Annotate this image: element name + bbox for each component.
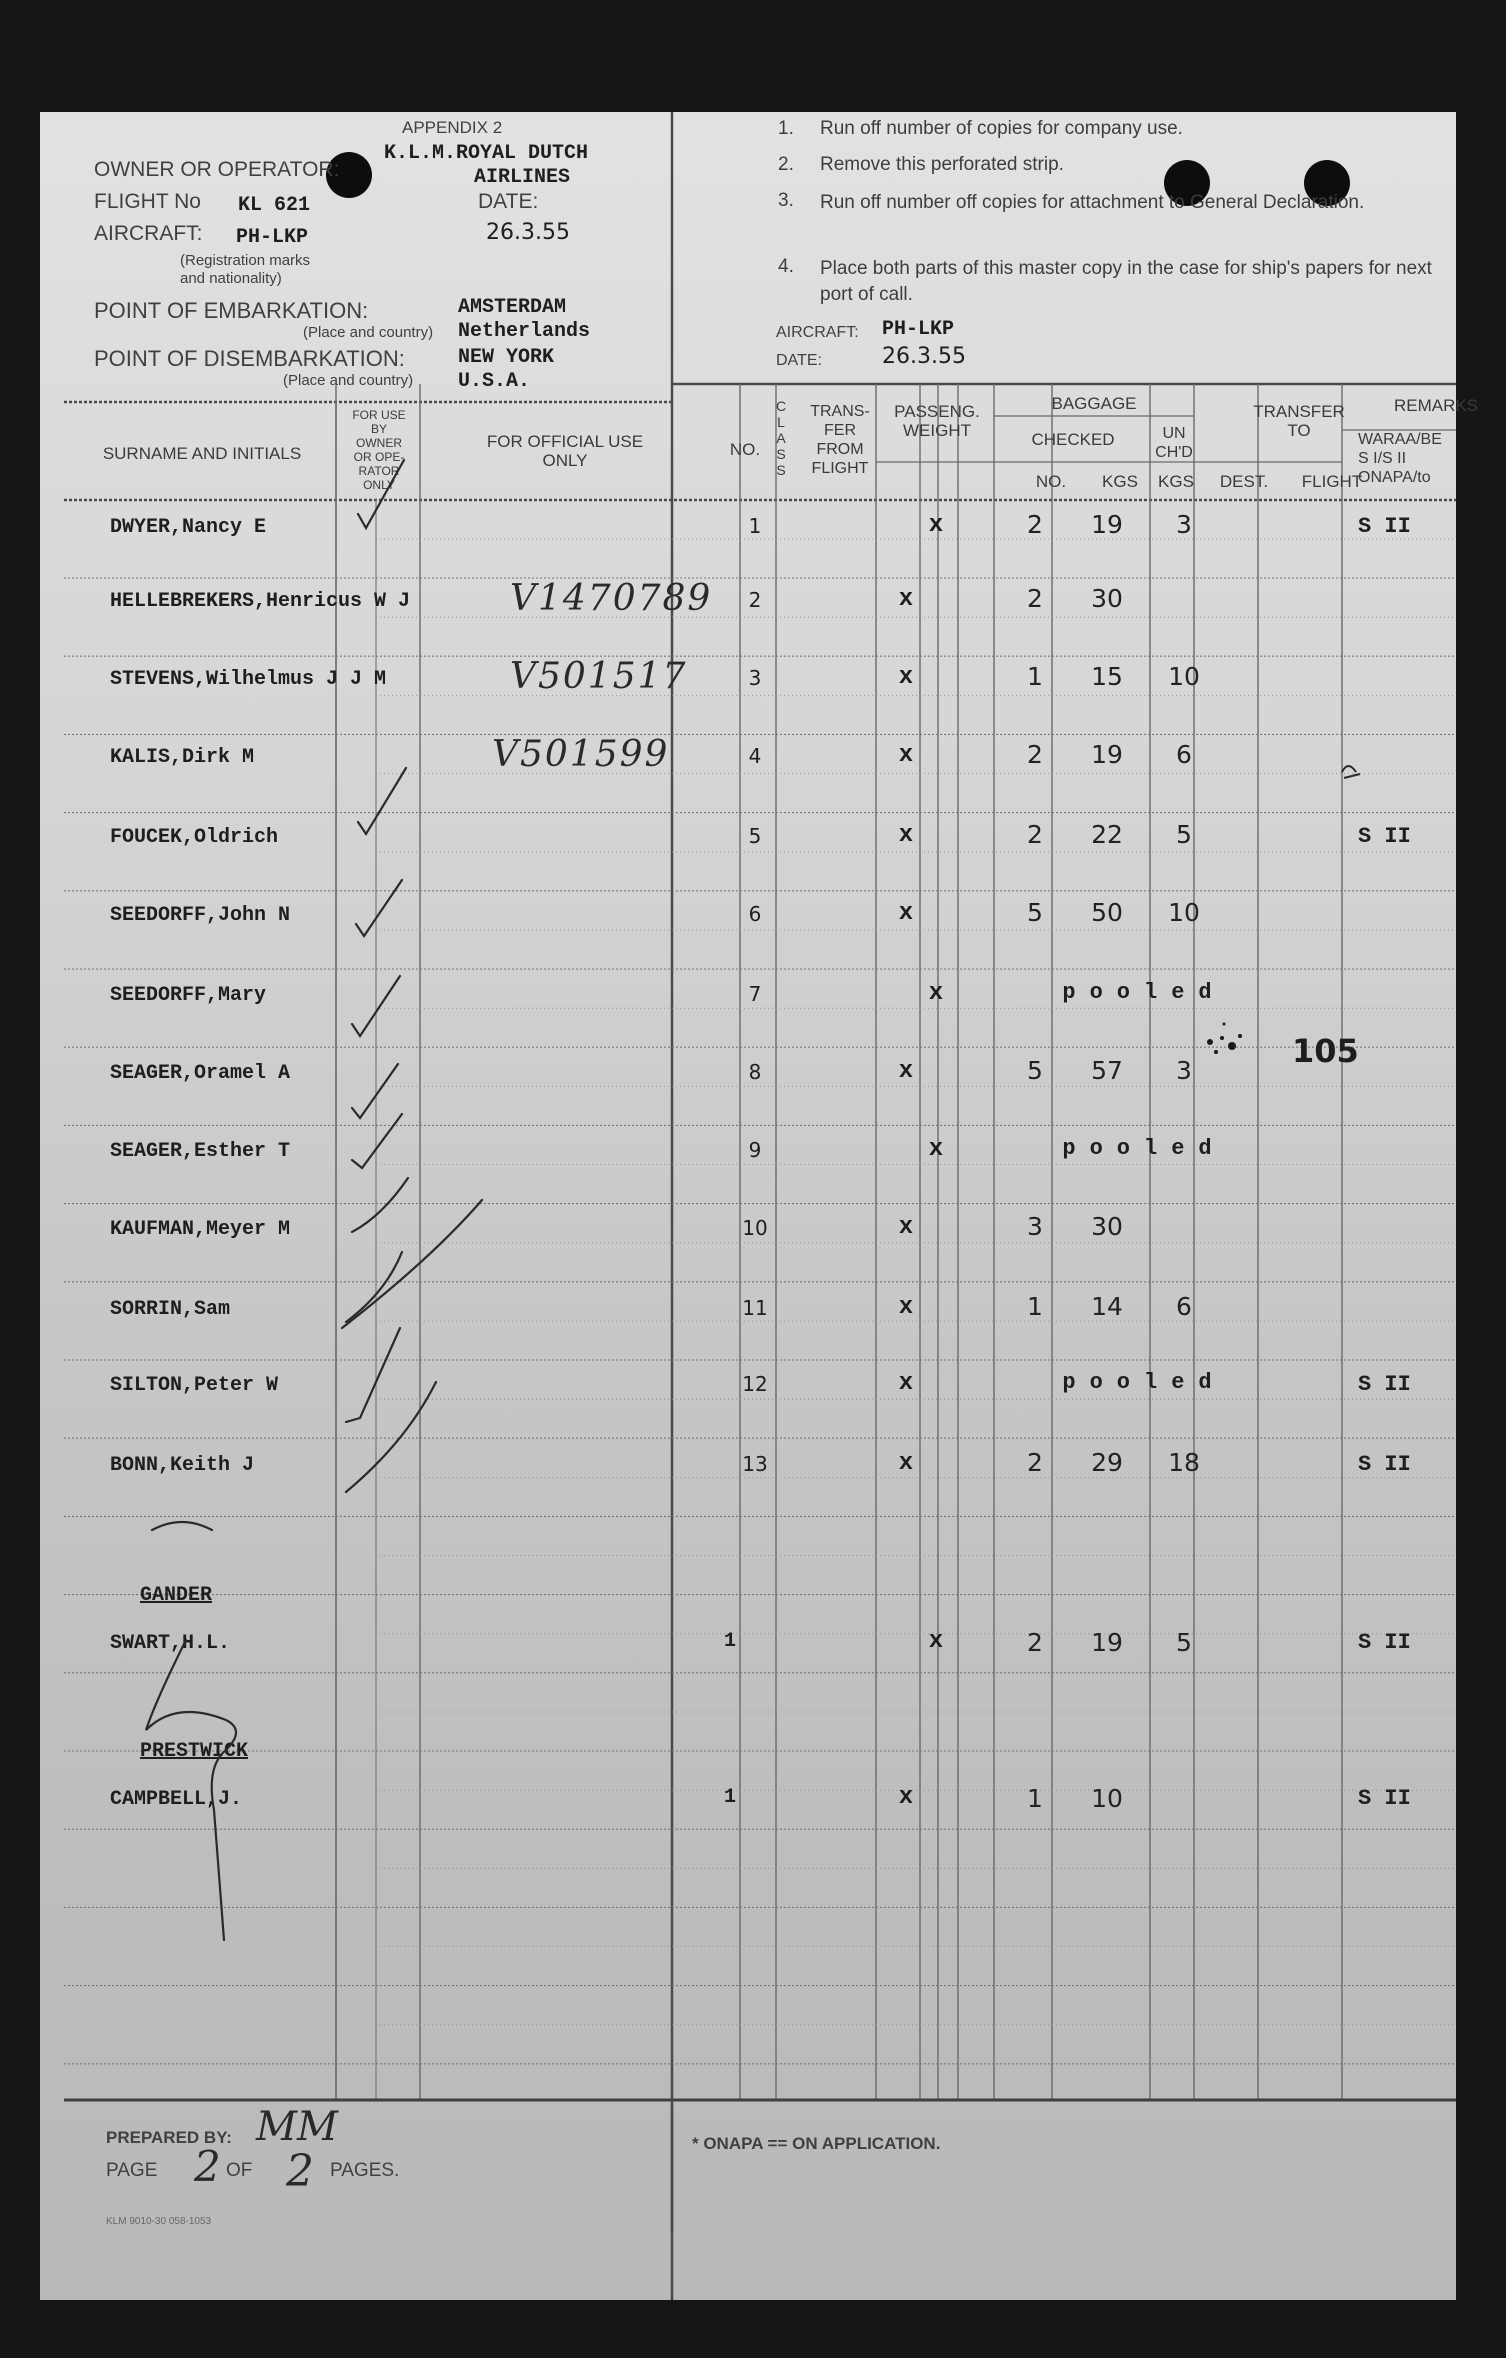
- unchecked-bag-kgs: 3: [1176, 1056, 1192, 1085]
- weight-mark: x: [898, 1370, 914, 1397]
- passenger-number: 3: [748, 666, 762, 690]
- passenger-number: 7: [748, 982, 762, 1006]
- passenger-name: DWYER,Nancy E: [110, 516, 267, 539]
- registration-note: (Registration marks: [180, 252, 311, 269]
- unchecked-bag-kgs: 6: [1176, 740, 1192, 769]
- date-label: DATE:: [478, 190, 539, 213]
- weight-mark: x: [928, 512, 944, 539]
- checked-bag-kgs: 19: [1091, 510, 1123, 539]
- gander-remarks: S II: [1358, 1630, 1411, 1655]
- right-date-value: 26.3.55: [882, 344, 966, 369]
- instruction-2-text: Remove this perforated strip.: [820, 154, 1064, 175]
- col-remarks-sub-header: WARAA/BE S I/S II ONAPA/to: [1358, 431, 1442, 486]
- prestwick-kgs: 10: [1091, 1784, 1123, 1813]
- weight-mark: x: [898, 664, 914, 691]
- prepared-by-initials: MM: [256, 2104, 338, 2150]
- disembarkation-note: (Place and country): [283, 372, 414, 389]
- baggage-pooled: pooled: [1062, 980, 1226, 1005]
- col-for-use-header: FOR USE BY OWNER OR OPE- RATOR ONLY: [352, 408, 406, 492]
- col-baggage-header: BAGGAGE: [1051, 394, 1137, 413]
- gander-passenger-no: 1: [723, 1630, 736, 1653]
- weight-mark: x: [898, 900, 914, 927]
- gander-kgs: 19: [1091, 1628, 1123, 1657]
- form-code: KLM 9010-30 058-1053: [106, 2216, 212, 2227]
- disembarkation-country: U.S.A.: [458, 370, 531, 393]
- page-total: 2: [286, 2146, 314, 2197]
- disembarkation-label: POINT OF DISEMBARKATION:: [94, 346, 405, 371]
- instruction-2-num: 2.: [778, 154, 794, 175]
- passenger-name: SILTON,Peter W: [110, 1374, 279, 1397]
- page-of-label: OF: [226, 2160, 253, 2181]
- right-aircraft-label: AIRCRAFT:: [776, 324, 859, 341]
- passenger-remarks: S II: [1358, 1452, 1411, 1477]
- instruction-4-num: 4.: [778, 256, 794, 277]
- col-remarks-header: REMARKS: [1393, 396, 1479, 415]
- passenger-name: STEVENS,Wilhelmus J J M: [110, 668, 387, 691]
- right-aircraft-value: PH-LKP: [882, 318, 955, 341]
- checked-bag-count: 5: [1027, 898, 1043, 927]
- weight-mark: x: [898, 742, 914, 769]
- registration-note-line2: and nationality): [180, 270, 282, 287]
- checked-bag-count: 5: [1027, 1056, 1043, 1085]
- appendix-label: APPENDIX 2: [402, 118, 503, 137]
- onapa-note: * ONAPA == ON APPLICATION.: [692, 2134, 941, 2153]
- pages-label: PAGES.: [330, 2160, 400, 2181]
- checked-bag-kgs: 57: [1091, 1056, 1123, 1085]
- checked-bag-count: 2: [1027, 820, 1043, 849]
- checked-bag-kgs: 29: [1091, 1448, 1123, 1477]
- checked-bag-count: 2: [1027, 1448, 1043, 1477]
- official-use-entry: V501517: [510, 656, 688, 697]
- passenger-number: 12: [742, 1372, 768, 1396]
- owner-label: OWNER OR OPERATOR:: [94, 158, 340, 181]
- passenger-number: 10: [742, 1216, 768, 1240]
- checked-bag-count: 2: [1027, 584, 1043, 613]
- checked-bag-count: 3: [1027, 1212, 1043, 1241]
- passenger-number: 9: [748, 1138, 762, 1162]
- weight-mark: x: [898, 586, 914, 613]
- owner-value: K.L.M.ROYAL DUTCH: [384, 142, 589, 165]
- passenger-number: 11: [742, 1296, 768, 1320]
- passenger-number: 1: [748, 514, 762, 538]
- passenger-number: 6: [748, 902, 762, 926]
- weight-mark: x: [928, 980, 944, 1007]
- embarkation-country: Netherlands: [458, 320, 591, 343]
- col-flight-header: FLIGHT: [1301, 472, 1363, 491]
- col-transfer-from-header: TRANS- FER FROM FLIGHT: [810, 403, 870, 477]
- checked-bag-kgs: 22: [1091, 820, 1123, 849]
- passenger-remarks: S II: [1358, 514, 1411, 539]
- passenger-name: KAUFMAN,Meyer M: [110, 1218, 291, 1241]
- gander-weight-mark: x: [928, 1628, 944, 1655]
- date-value: 26.3.55: [486, 220, 570, 245]
- passenger-number: 8: [748, 1060, 762, 1084]
- unchecked-bag-kgs: 5: [1176, 820, 1192, 849]
- checked-bag-kgs: 30: [1091, 584, 1123, 613]
- aircraft-label: AIRCRAFT:: [94, 222, 203, 245]
- checked-bag-count: 1: [1027, 662, 1043, 691]
- passenger-name: SEAGER,Esther T: [110, 1140, 291, 1163]
- passenger-number: 2: [748, 588, 762, 612]
- official-use-entry: V501599: [492, 734, 670, 775]
- prepared-by-label: PREPARED BY:: [106, 2128, 232, 2147]
- col-no-header: NO.: [729, 440, 761, 459]
- weight-mark: x: [898, 822, 914, 849]
- passenger-name: BONN,Keith J: [110, 1454, 255, 1477]
- checked-bag-count: 2: [1027, 510, 1043, 539]
- col-transfer-to-header: TRANSFER TO: [1253, 402, 1345, 440]
- embarkation-label: POINT OF EMBARKATION:: [94, 298, 369, 323]
- instruction-1-text: Run off number of copies for company use.: [820, 118, 1183, 139]
- col-kgs-header: KGS: [1102, 472, 1138, 491]
- weight-mark: x: [898, 1294, 914, 1321]
- weight-mark: x: [898, 1214, 914, 1241]
- passenger-number: 4: [748, 744, 762, 768]
- passenger-name: SEEDORFF,Mary: [110, 984, 267, 1007]
- col-official-header: FOR OFFICIAL USE ONLY: [486, 432, 644, 470]
- weight-mark: x: [928, 1136, 944, 1163]
- unchecked-bag-kgs: 10: [1168, 898, 1200, 927]
- checked-bag-kgs: 50: [1091, 898, 1123, 927]
- owner-value-line2: AIRLINES: [474, 166, 571, 189]
- passenger-name: SORRIN,Sam: [110, 1298, 231, 1321]
- passenger-number: 13: [742, 1452, 768, 1476]
- unchecked-bag-kgs: 10: [1168, 662, 1200, 691]
- right-date-label: DATE:: [776, 352, 822, 369]
- embarkation-value: AMSTERDAM: [458, 296, 567, 319]
- instruction-1-num: 1.: [778, 118, 794, 139]
- checked-bag-kgs: 15: [1091, 662, 1123, 691]
- handwritten-marks: [40, 112, 1456, 2300]
- passenger-name: FOUCEK,Oldrich: [110, 826, 279, 849]
- col-passeng-weight-header: PASSENG. WEIGHT: [894, 402, 980, 440]
- page-number: 2: [194, 2142, 221, 2191]
- prestwick-heading: PRESTWICK: [140, 1740, 249, 1763]
- page-label: PAGE: [106, 2160, 158, 2181]
- gander-bag-no: 2: [1027, 1628, 1043, 1657]
- baggage-pooled: pooled: [1062, 1136, 1226, 1161]
- passenger-remarks: S II: [1358, 824, 1411, 849]
- instruction-4-text: Place both parts of this master copy in the case for ship's papers for next port of call.: [820, 258, 1432, 305]
- prestwick-remarks: S II: [1358, 1786, 1411, 1811]
- passenger-name: HELLEBREKERS,Henricus W J: [110, 590, 411, 613]
- baggage-pooled: pooled: [1062, 1370, 1226, 1395]
- disembarkation-value: NEW YORK: [458, 346, 555, 369]
- weight-mark: x: [898, 1058, 914, 1085]
- passenger-number: 5: [748, 824, 762, 848]
- checked-bag-count: 2: [1027, 740, 1043, 769]
- col-checked-header: CHECKED: [1031, 430, 1115, 449]
- prestwick-bag-no: 1: [1027, 1784, 1043, 1813]
- gander-unchd-kgs: 5: [1176, 1628, 1192, 1657]
- unchecked-bag-kgs: 6: [1176, 1292, 1192, 1321]
- passenger-remarks: S II: [1358, 1372, 1411, 1397]
- checked-bag-kgs: 19: [1091, 740, 1123, 769]
- prestwick-weight-mark: x: [898, 1784, 914, 1811]
- gander-heading: GANDER: [140, 1584, 213, 1607]
- checked-bag-kgs: 14: [1091, 1292, 1123, 1321]
- passenger-name: SEAGER,Oramel A: [110, 1062, 291, 1085]
- gander-passenger-name: SWART,H.L.: [110, 1632, 231, 1655]
- aircraft-value: PH-LKP: [236, 226, 309, 249]
- passenger-name: SEEDORFF,John N: [110, 904, 291, 927]
- checked-bag-kgs: 30: [1091, 1212, 1123, 1241]
- instruction-3-text: Run off number off copies for attachment to General Declaration.: [820, 192, 1365, 213]
- flight-label: FLIGHT No: [94, 190, 201, 213]
- annotation-number: 105: [1292, 1032, 1359, 1070]
- prestwick-passenger-name: CAMPBELL,J.: [110, 1788, 243, 1811]
- flight-value: KL 621: [238, 194, 311, 217]
- checked-bag-count: 1: [1027, 1292, 1043, 1321]
- col-surname-header: SURNAME AND INITIALS: [102, 444, 302, 463]
- passenger-name: KALIS,Dirk M: [110, 746, 255, 769]
- col-class-header: C L A S S: [775, 398, 787, 478]
- unchecked-bag-kgs: 3: [1176, 510, 1192, 539]
- col-bag-no-header: NO.: [1035, 472, 1067, 491]
- embarkation-note: (Place and country): [303, 324, 434, 341]
- col-unchd-header: UN CH'D: [1155, 425, 1193, 461]
- unchecked-bag-kgs: 18: [1168, 1448, 1200, 1477]
- col-dest-header: DEST.: [1219, 472, 1269, 491]
- weight-mark: x: [898, 1450, 914, 1477]
- official-use-entry: V1470789: [510, 578, 713, 619]
- col-unchd-kgs-header: KGS: [1158, 472, 1194, 491]
- prestwick-passenger-no: 1: [723, 1786, 736, 1809]
- manifest-sheet: [40, 112, 1479, 2300]
- instruction-3-num: 3.: [778, 190, 794, 211]
